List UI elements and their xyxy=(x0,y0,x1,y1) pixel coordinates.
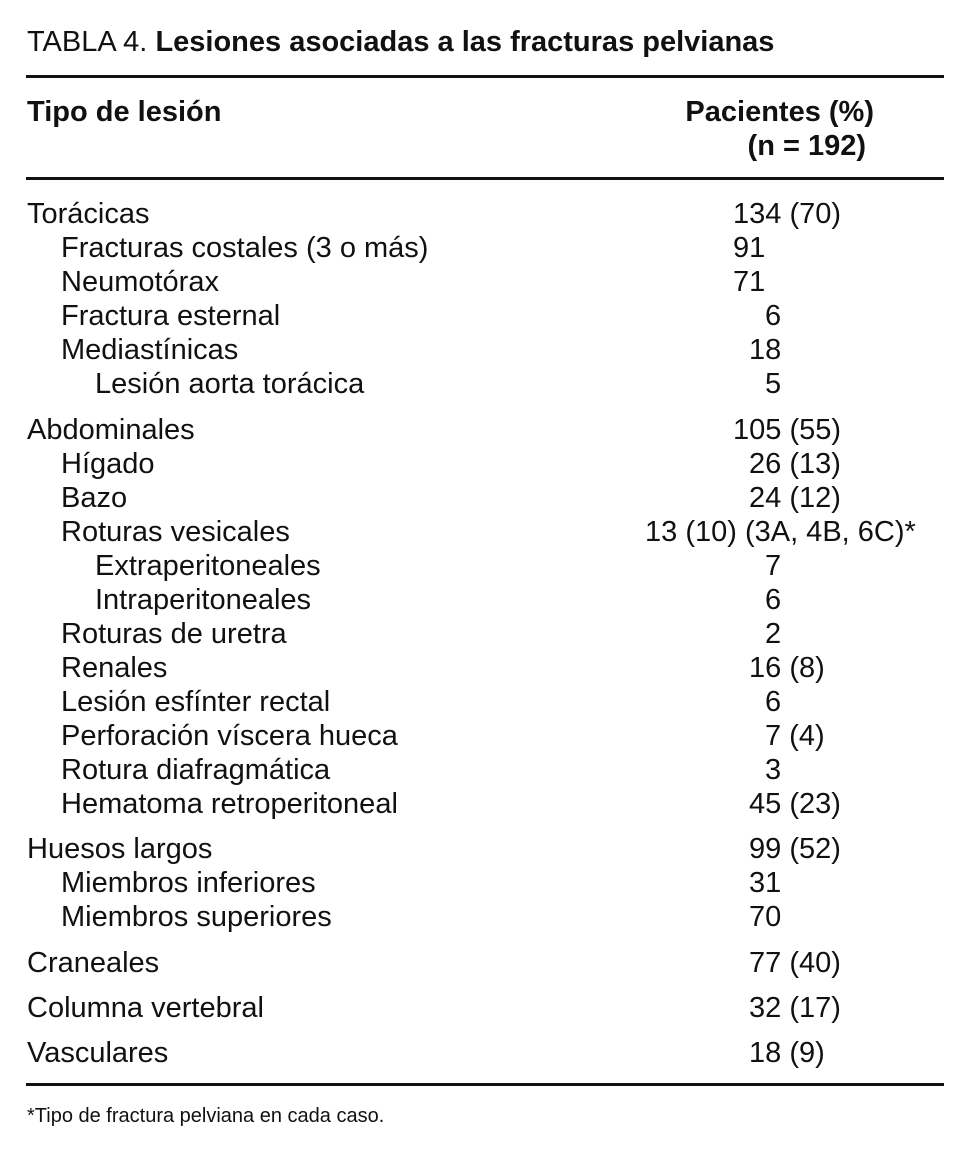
table-row xyxy=(0,719,968,753)
row-label: Fracturas costales (3 o más) xyxy=(61,232,429,264)
table-row xyxy=(0,265,968,299)
table-row xyxy=(0,583,968,617)
row-label: Intraperitoneales xyxy=(95,584,312,616)
row-label: Roturas vesicales xyxy=(61,516,290,548)
row-label: Torácicas xyxy=(27,198,150,230)
table-row xyxy=(0,333,968,367)
row-label: Neumotórax xyxy=(61,266,219,298)
table-caption: Lesiones asociadas a las fracturas pelvianas xyxy=(155,26,775,58)
row-value: 5 xyxy=(765,368,782,400)
column-header-patients-line2: (n = 192) xyxy=(747,130,866,162)
row-value: 71 xyxy=(733,266,766,298)
row-label: Perforación víscera hueca xyxy=(61,720,398,752)
table-row xyxy=(0,866,968,900)
row-label: Hígado xyxy=(61,448,155,480)
table-row xyxy=(0,900,968,934)
table-label: TABLA 4. xyxy=(27,26,148,58)
table-row xyxy=(0,1036,968,1070)
row-value: 18 (9) xyxy=(749,1037,825,1069)
top-rule xyxy=(26,75,944,78)
column-header-patients xyxy=(685,95,874,163)
row-value: 105 (55) xyxy=(733,414,842,446)
row-label: Miembros inferiores xyxy=(61,867,316,899)
row-value: 7 (4) xyxy=(765,720,825,752)
row-label: Mediastínicas xyxy=(61,334,239,366)
table-row xyxy=(0,515,968,549)
table-row xyxy=(0,299,968,333)
bottom-rule xyxy=(26,1083,944,1086)
row-label: Hematoma retroperitoneal xyxy=(61,788,398,820)
row-label: Bazo xyxy=(61,482,128,514)
header-rule xyxy=(26,177,944,180)
row-value: 16 (8) xyxy=(749,652,825,684)
row-value: 45 (23) xyxy=(749,788,841,820)
row-value: 24 (12) xyxy=(749,482,841,514)
row-value: 3 xyxy=(765,754,782,786)
row-value: 77 (40) xyxy=(749,947,841,979)
row-value: 99 (52) xyxy=(749,833,841,865)
table-row xyxy=(0,481,968,515)
row-label: Fractura esternal xyxy=(61,300,281,332)
table-row xyxy=(0,447,968,481)
row-value: 18 xyxy=(749,334,782,366)
column-header-patients-line1: Pacientes (%) xyxy=(685,96,874,128)
row-value: 32 (17) xyxy=(749,992,841,1024)
row-label: Miembros superiores xyxy=(61,901,332,933)
row-value: 134 (70) xyxy=(733,198,842,230)
row-value: 31 xyxy=(749,867,782,899)
table-row xyxy=(0,231,968,265)
table-row xyxy=(0,413,968,447)
column-header-type: Tipo de lesión xyxy=(27,96,222,128)
table-row xyxy=(0,991,968,1025)
row-value: 13 (10) (3A, 4B, 6C)* xyxy=(645,516,916,548)
table-row xyxy=(0,685,968,719)
row-label: Lesión aorta torácica xyxy=(95,368,365,400)
table-row xyxy=(0,787,968,821)
row-value: 6 xyxy=(765,584,782,616)
row-label: Roturas de uretra xyxy=(61,618,287,650)
table-title xyxy=(27,26,774,59)
table-footnote: *Tipo de fractura pelviana en cada caso. xyxy=(27,1105,385,1127)
row-label: Rotura diafragmática xyxy=(61,754,331,786)
row-value: 7 xyxy=(765,550,782,582)
table-row xyxy=(0,946,968,980)
row-label: Huesos largos xyxy=(27,833,213,865)
row-value: 70 xyxy=(749,901,782,933)
table-row xyxy=(0,617,968,651)
row-value: 6 xyxy=(765,686,782,718)
row-label: Vasculares xyxy=(27,1037,169,1069)
row-label: Abdominales xyxy=(27,414,195,446)
row-value: 6 xyxy=(765,300,782,332)
table-row xyxy=(0,753,968,787)
table-row xyxy=(0,197,968,231)
table-row xyxy=(0,832,968,866)
row-value: 2 xyxy=(765,618,782,650)
row-label: Renales xyxy=(61,652,168,684)
table-row xyxy=(0,367,968,401)
row-label: Extraperitoneales xyxy=(95,550,321,582)
row-label: Lesión esfínter rectal xyxy=(61,686,331,718)
row-value: 91 xyxy=(733,232,766,264)
table-row xyxy=(0,549,968,583)
row-label: Craneales xyxy=(27,947,160,979)
row-label: Columna vertebral xyxy=(27,992,264,1024)
table-row xyxy=(0,651,968,685)
row-value: 26 (13) xyxy=(749,448,841,480)
